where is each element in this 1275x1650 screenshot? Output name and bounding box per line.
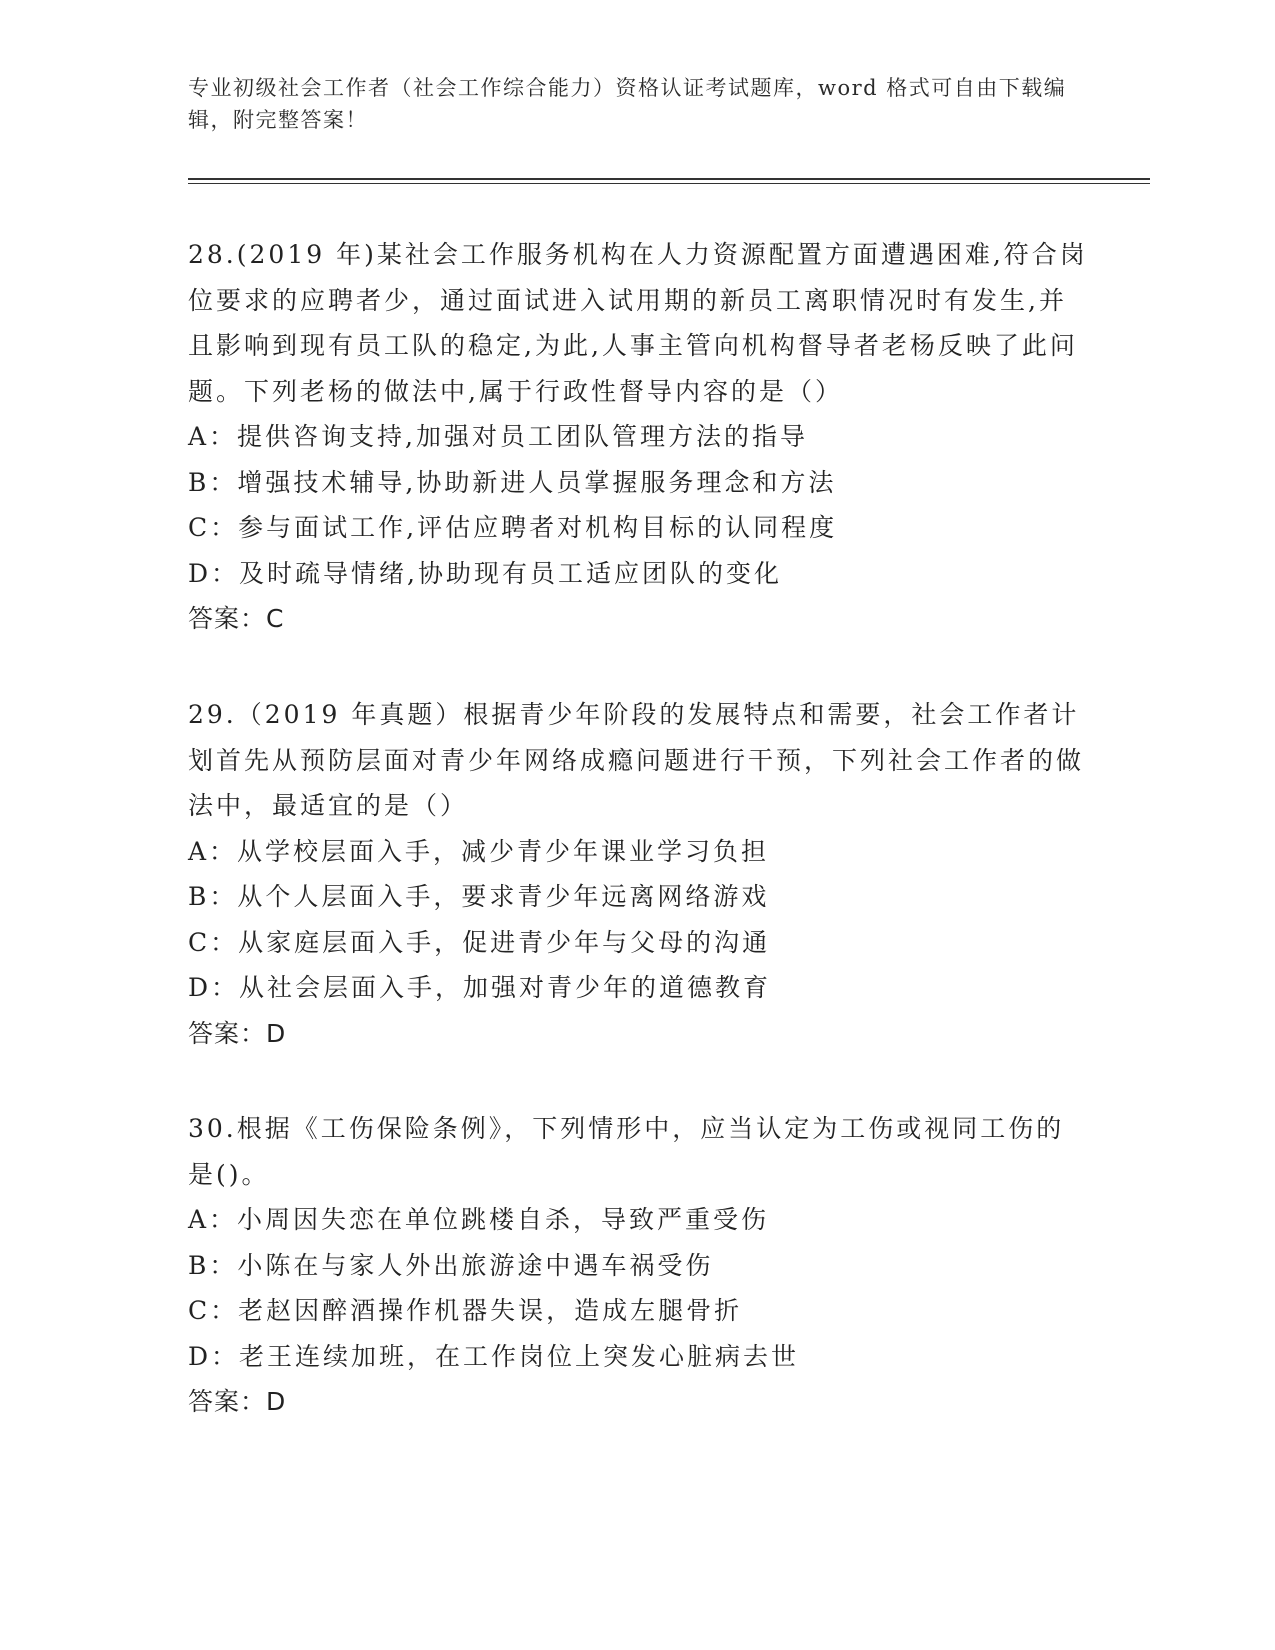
option-d: D：老王连续加班，在工作岗位上突发心脏病去世: [188, 1341, 800, 1371]
answer: 答案：D: [188, 1018, 287, 1048]
option-c: C：从家庭层面入手，促进青少年与父母的沟通: [188, 927, 771, 957]
option-b: B：小陈在与家人外出旅游途中遇车祸受伤: [188, 1250, 714, 1280]
question-29: [188, 692, 1088, 1056]
question-text: 29.（2019 年真题）根据青少年阶段的发展特点和需要，社会工作者计划首先从预防层面对青少年网络成瘾问题进行干预，下列社会工作者的做法中，最适宜的是（）: [188, 700, 1085, 820]
header-divider-thick: [188, 178, 1150, 180]
question-28: [188, 232, 1088, 642]
option-d: D：及时疏导情绪,协助现有员工适应团队的变化: [188, 558, 782, 588]
question-text: 28.(2019 年)某社会工作服务机构在人力资源配置方面遭遇困难,符合岗位要求的应聘者少，通过面试进入试用期的新员工离职情况时有发生,并且影响到现有员工队的稳定,为此,人事主管向机构督导者老杨反映了此问题。下列老杨的做法中,属于行政性督导内容的是（）: [188, 240, 1088, 406]
option-c: C：参与面试工作,评估应聘者对机构目标的认同程度: [188, 513, 838, 542]
question-text: 30.根据《工伤保险条例》，下列情形中，应当认定为工伤或视同工伤的是()。: [188, 1114, 1065, 1189]
document-header: 专业初级社会工作者（社会工作综合能力）资格认证考试题库，word 格式可自由下载编辑，附完整答案！: [188, 76, 1067, 132]
header-divider-thin: [188, 183, 1150, 184]
option-a: A：从学校层面入手，减少青少年课业学习负担: [188, 836, 770, 866]
question-30: [188, 1106, 1088, 1425]
answer: 答案：D: [188, 1387, 287, 1416]
option-d: D：从社会层面入手，加强对青少年的道德教育: [188, 973, 772, 1002]
option-c: C：老赵因醉酒操作机器失误，造成左腿骨折: [188, 1296, 743, 1325]
answer: 答案：C: [188, 604, 285, 633]
option-a: A：提供咨询支持,加强对员工团队管理方法的指导: [188, 422, 809, 451]
option-b: B：增强技术辅导,协助新进人员掌握服务理念和方法: [188, 467, 837, 497]
option-b: B：从个人层面入手，要求青少年远离网络游戏: [188, 882, 770, 911]
option-a: A：小周因失恋在单位跳楼自杀，导致严重受伤: [188, 1205, 770, 1234]
